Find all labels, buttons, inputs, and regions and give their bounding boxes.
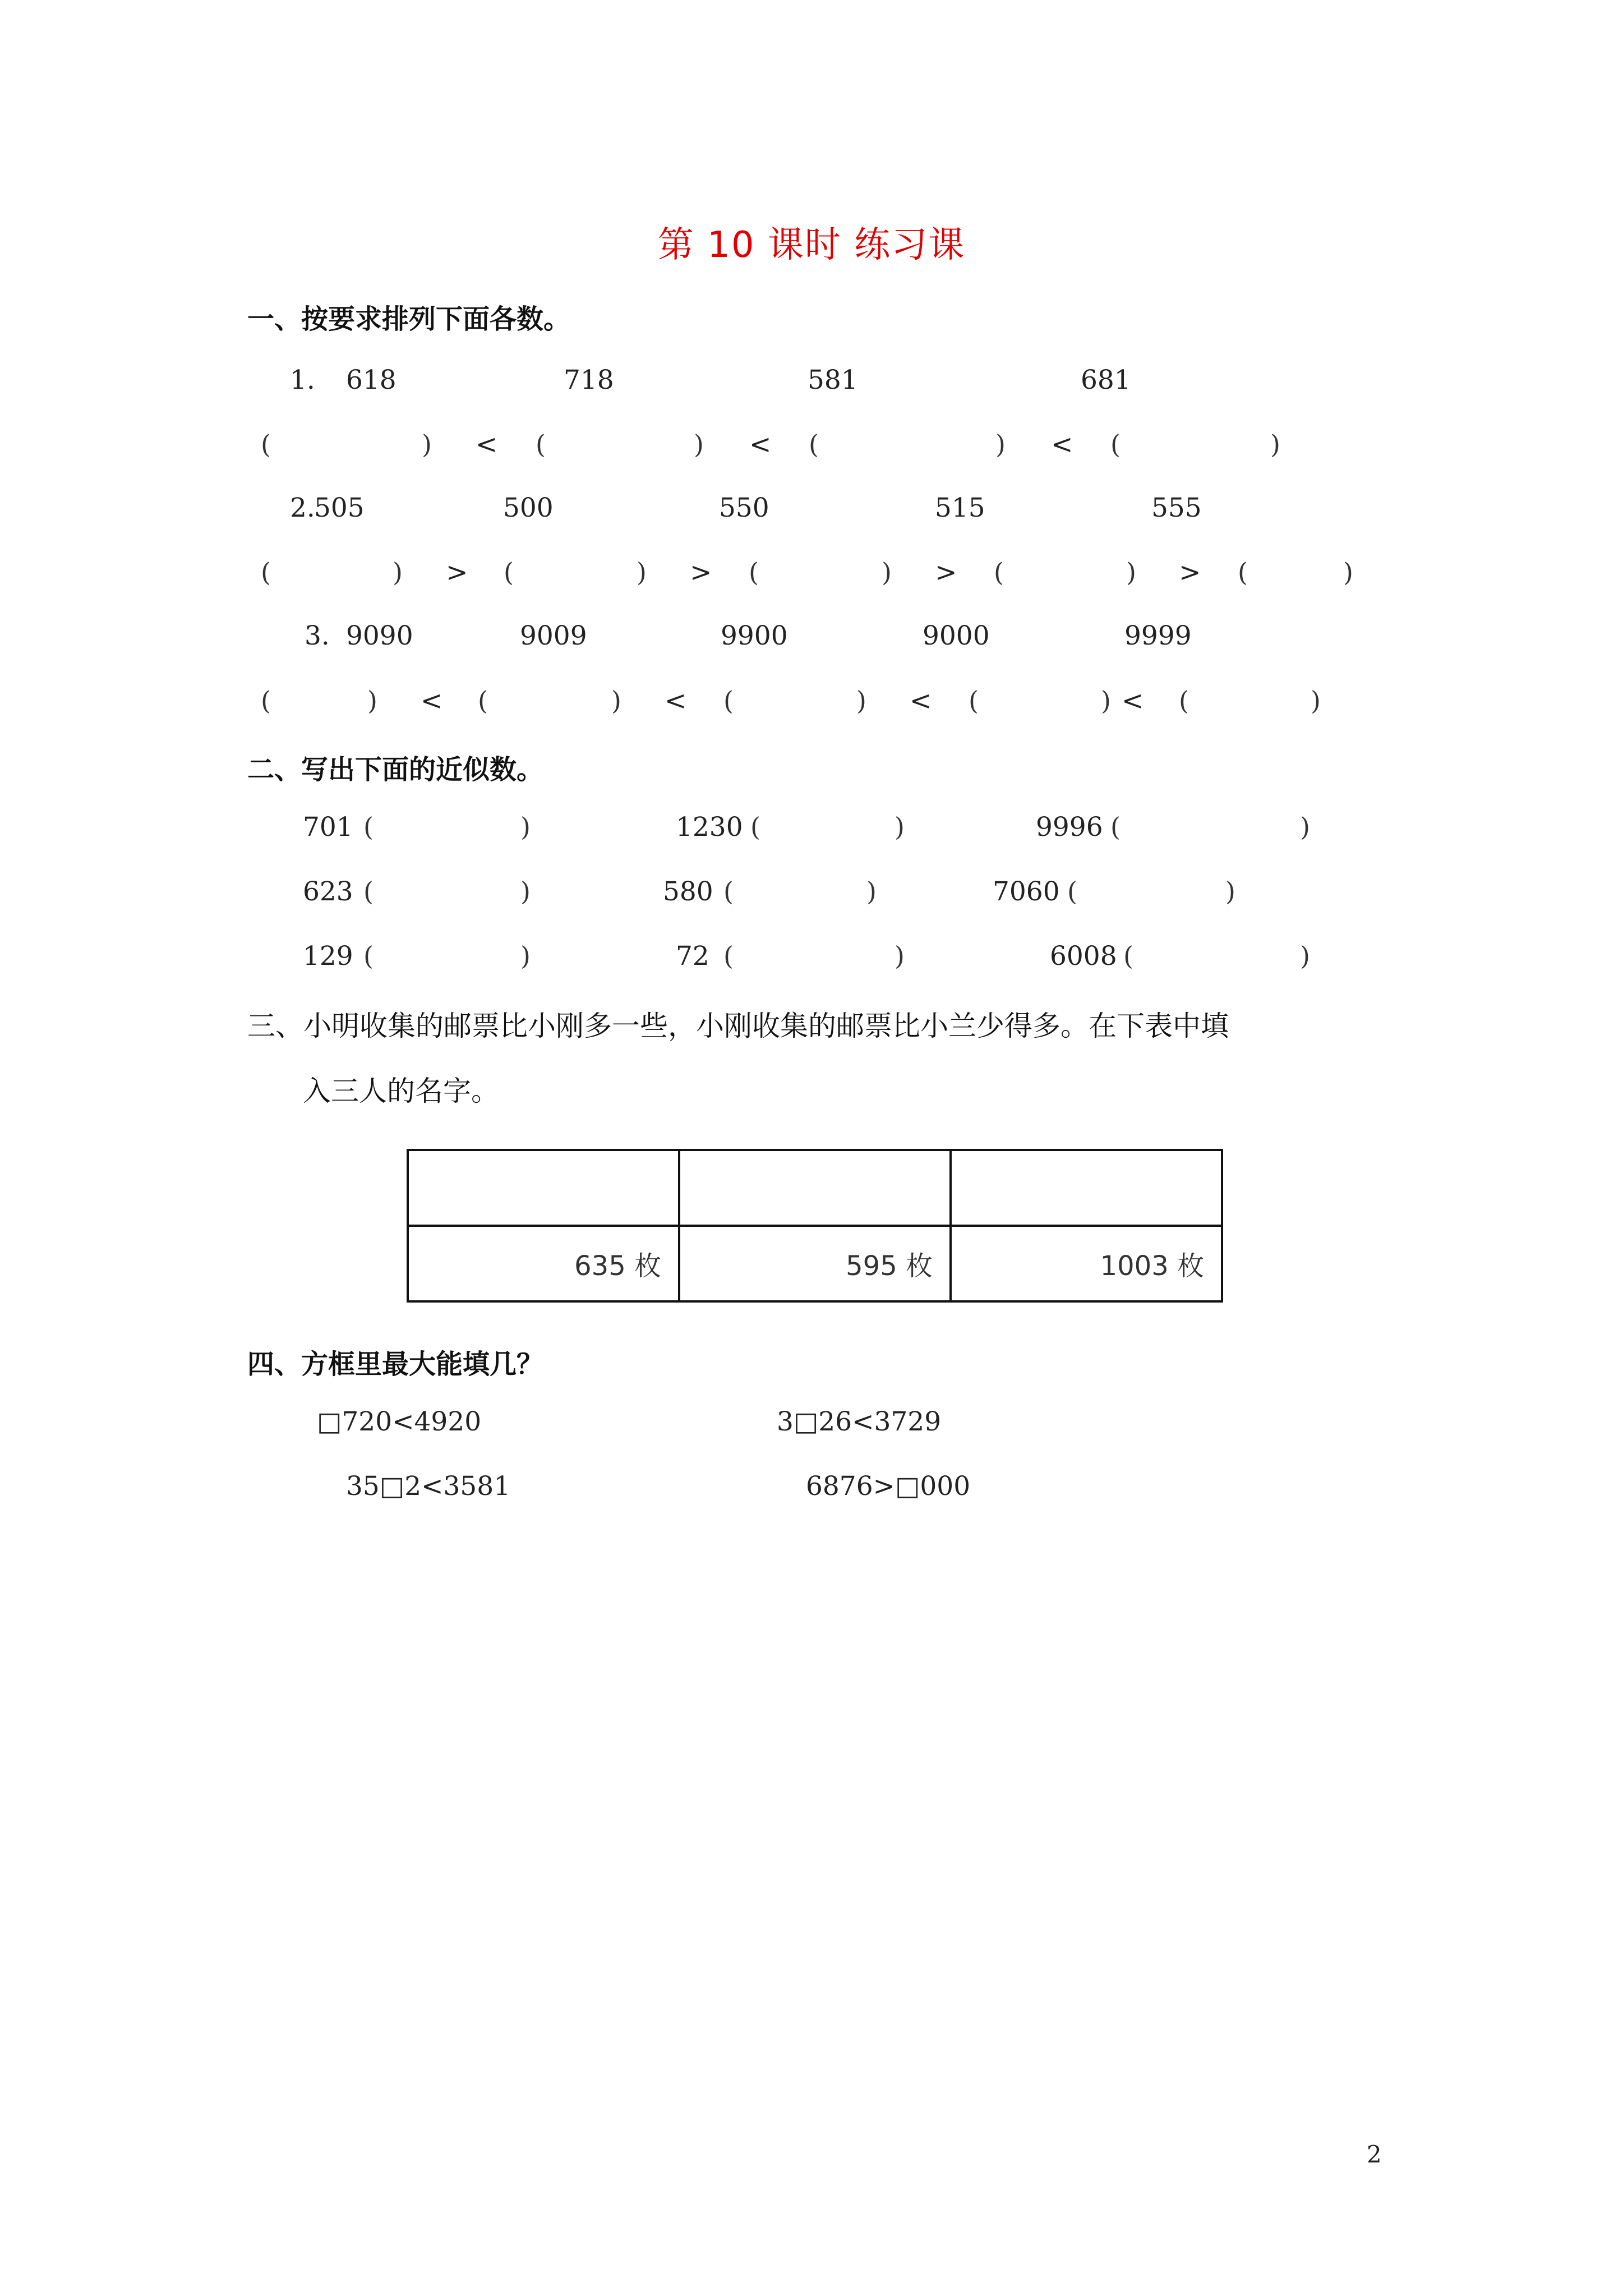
answer-blank-open: ( (1067, 876, 1077, 907)
stamp-count: 595 枚 (846, 1250, 933, 1282)
answer-blank-open: ( (969, 685, 979, 716)
answer-blank-open: ( (478, 685, 488, 716)
section-4-heading: 四、方框里最大能填几？ (247, 1349, 544, 1380)
answer-blank-open: ( (363, 876, 374, 907)
q2-number: 515 (935, 493, 985, 523)
answer-blank-open: ( (994, 557, 1004, 587)
answer-blank-close: ) (1225, 876, 1235, 907)
q3-number: 9999 (1124, 620, 1192, 651)
answer-blank-close: ) (367, 685, 377, 716)
fill-in-expression: 6876>□000 (806, 1471, 971, 1502)
page-number: 2 (1367, 2141, 1382, 2168)
q3-number: 9900 (721, 620, 788, 651)
section-3-text-line-2: 入三人的名字。 (303, 1075, 499, 1107)
answer-blank-close: ) (882, 557, 892, 587)
approx-number: 72 (676, 941, 709, 972)
q2-number: 505 (314, 493, 365, 523)
name-cell[interactable] (679, 1150, 951, 1226)
stamp-count: 1003 枚 (1100, 1250, 1204, 1282)
less-than-sign: < (421, 685, 443, 716)
section-1-heading: 一、按要求排列下面各数。 (247, 303, 571, 335)
approx-number: 6008 (1050, 941, 1117, 972)
answer-blank-close: ) (1126, 557, 1136, 587)
answer-blank-open: ( (504, 557, 514, 587)
less-than-sign: < (910, 685, 932, 716)
stamp-count-cell (951, 1226, 1222, 1301)
stamp-table (407, 1149, 1223, 1303)
q2-label: 2. (290, 493, 315, 523)
q1-number: 718 (564, 365, 614, 395)
less-than-sign: < (1122, 685, 1144, 716)
q3-number: 9009 (520, 620, 587, 651)
answer-blank-open: ( (261, 685, 271, 716)
answer-blank-close: ) (520, 941, 531, 971)
answer-blank-close: ) (422, 429, 432, 459)
answer-blank-close: ) (1300, 812, 1310, 842)
q3-number: 9090 (346, 620, 413, 651)
answer-blank-open: ( (536, 429, 546, 459)
q2-number: 555 (1151, 493, 1202, 523)
answer-blank-close: ) (1311, 685, 1321, 716)
stamp-count-cell (679, 1226, 951, 1301)
approx-number: 1230 (676, 812, 743, 843)
q1-number: 618 (346, 365, 396, 395)
approx-number: 701 (303, 812, 353, 843)
name-cell[interactable] (408, 1150, 679, 1226)
fill-in-expression: 3□26<3729 (777, 1406, 942, 1437)
answer-blank-open: ( (363, 812, 374, 842)
greater-than-sign: > (1179, 557, 1201, 588)
fill-in-expression: 35□2<3581 (346, 1471, 511, 1502)
answer-blank-close: ) (1101, 685, 1111, 716)
q1-label: 1. (290, 365, 315, 395)
approx-number: 129 (303, 941, 353, 972)
answer-blank-open: ( (749, 557, 759, 587)
answer-blank-close: ) (895, 941, 905, 971)
answer-blank-open: ( (1110, 812, 1121, 842)
answer-blank-open: ( (1123, 941, 1133, 971)
approx-number: 580 (663, 876, 713, 907)
answer-blank-close: ) (1343, 557, 1353, 587)
less-than-sign: < (476, 429, 498, 460)
answer-blank-open: ( (1179, 685, 1189, 716)
answer-blank-close: ) (1300, 941, 1310, 971)
answer-blank-open: ( (1110, 429, 1121, 459)
answer-blank-close: ) (611, 685, 621, 716)
answer-blank-close: ) (1270, 429, 1280, 459)
approx-number: 623 (303, 876, 353, 907)
answer-blank-close: ) (520, 876, 531, 907)
approx-number: 9996 (1036, 812, 1103, 843)
section-3-text-line-1: 三、小明收集的邮票比小刚多一些，小刚收集的邮票比小兰少得多。在下表中填 (247, 1010, 1229, 1042)
q1-number: 581 (808, 365, 858, 395)
answer-blank-open: ( (261, 557, 271, 587)
greater-than-sign: > (935, 557, 957, 588)
stamp-count: 635 枚 (574, 1250, 661, 1282)
q2-number: 550 (719, 493, 769, 523)
answer-blank-open: ( (723, 685, 734, 716)
answer-blank-close: ) (520, 812, 531, 842)
answer-blank-close: ) (694, 429, 704, 459)
stamp-count-cell (408, 1226, 679, 1301)
less-than-sign: < (665, 685, 687, 716)
section-2-heading: 二、写出下面的近似数。 (247, 754, 544, 785)
answer-blank-open: ( (1238, 557, 1248, 587)
answer-blank-open: ( (750, 812, 760, 842)
answer-blank-open: ( (723, 876, 734, 907)
answer-blank-close: ) (895, 812, 905, 842)
page-title: 第 10 课时 练习课 (657, 224, 966, 266)
answer-blank-open: ( (261, 429, 271, 459)
answer-blank-open: ( (809, 429, 819, 459)
answer-blank-close: ) (866, 876, 877, 907)
q2-number: 500 (503, 493, 554, 523)
q1-number: 681 (1081, 365, 1131, 395)
answer-blank-close: ) (995, 429, 1006, 459)
less-than-sign: < (749, 429, 772, 460)
answer-blank-close: ) (637, 557, 647, 587)
less-than-sign: < (1051, 429, 1073, 460)
name-cell[interactable] (951, 1150, 1222, 1226)
fill-in-expression: □720<4920 (317, 1406, 482, 1437)
greater-than-sign: > (690, 557, 712, 588)
approx-number: 7060 (993, 876, 1060, 907)
answer-blank-open: ( (363, 941, 374, 971)
answer-blank-close: ) (393, 557, 403, 587)
answer-blank-open: ( (723, 941, 734, 971)
q3-label: 3. (305, 620, 330, 651)
greater-than-sign: > (446, 557, 468, 588)
answer-blank-close: ) (856, 685, 866, 716)
q3-number: 9000 (923, 620, 990, 651)
